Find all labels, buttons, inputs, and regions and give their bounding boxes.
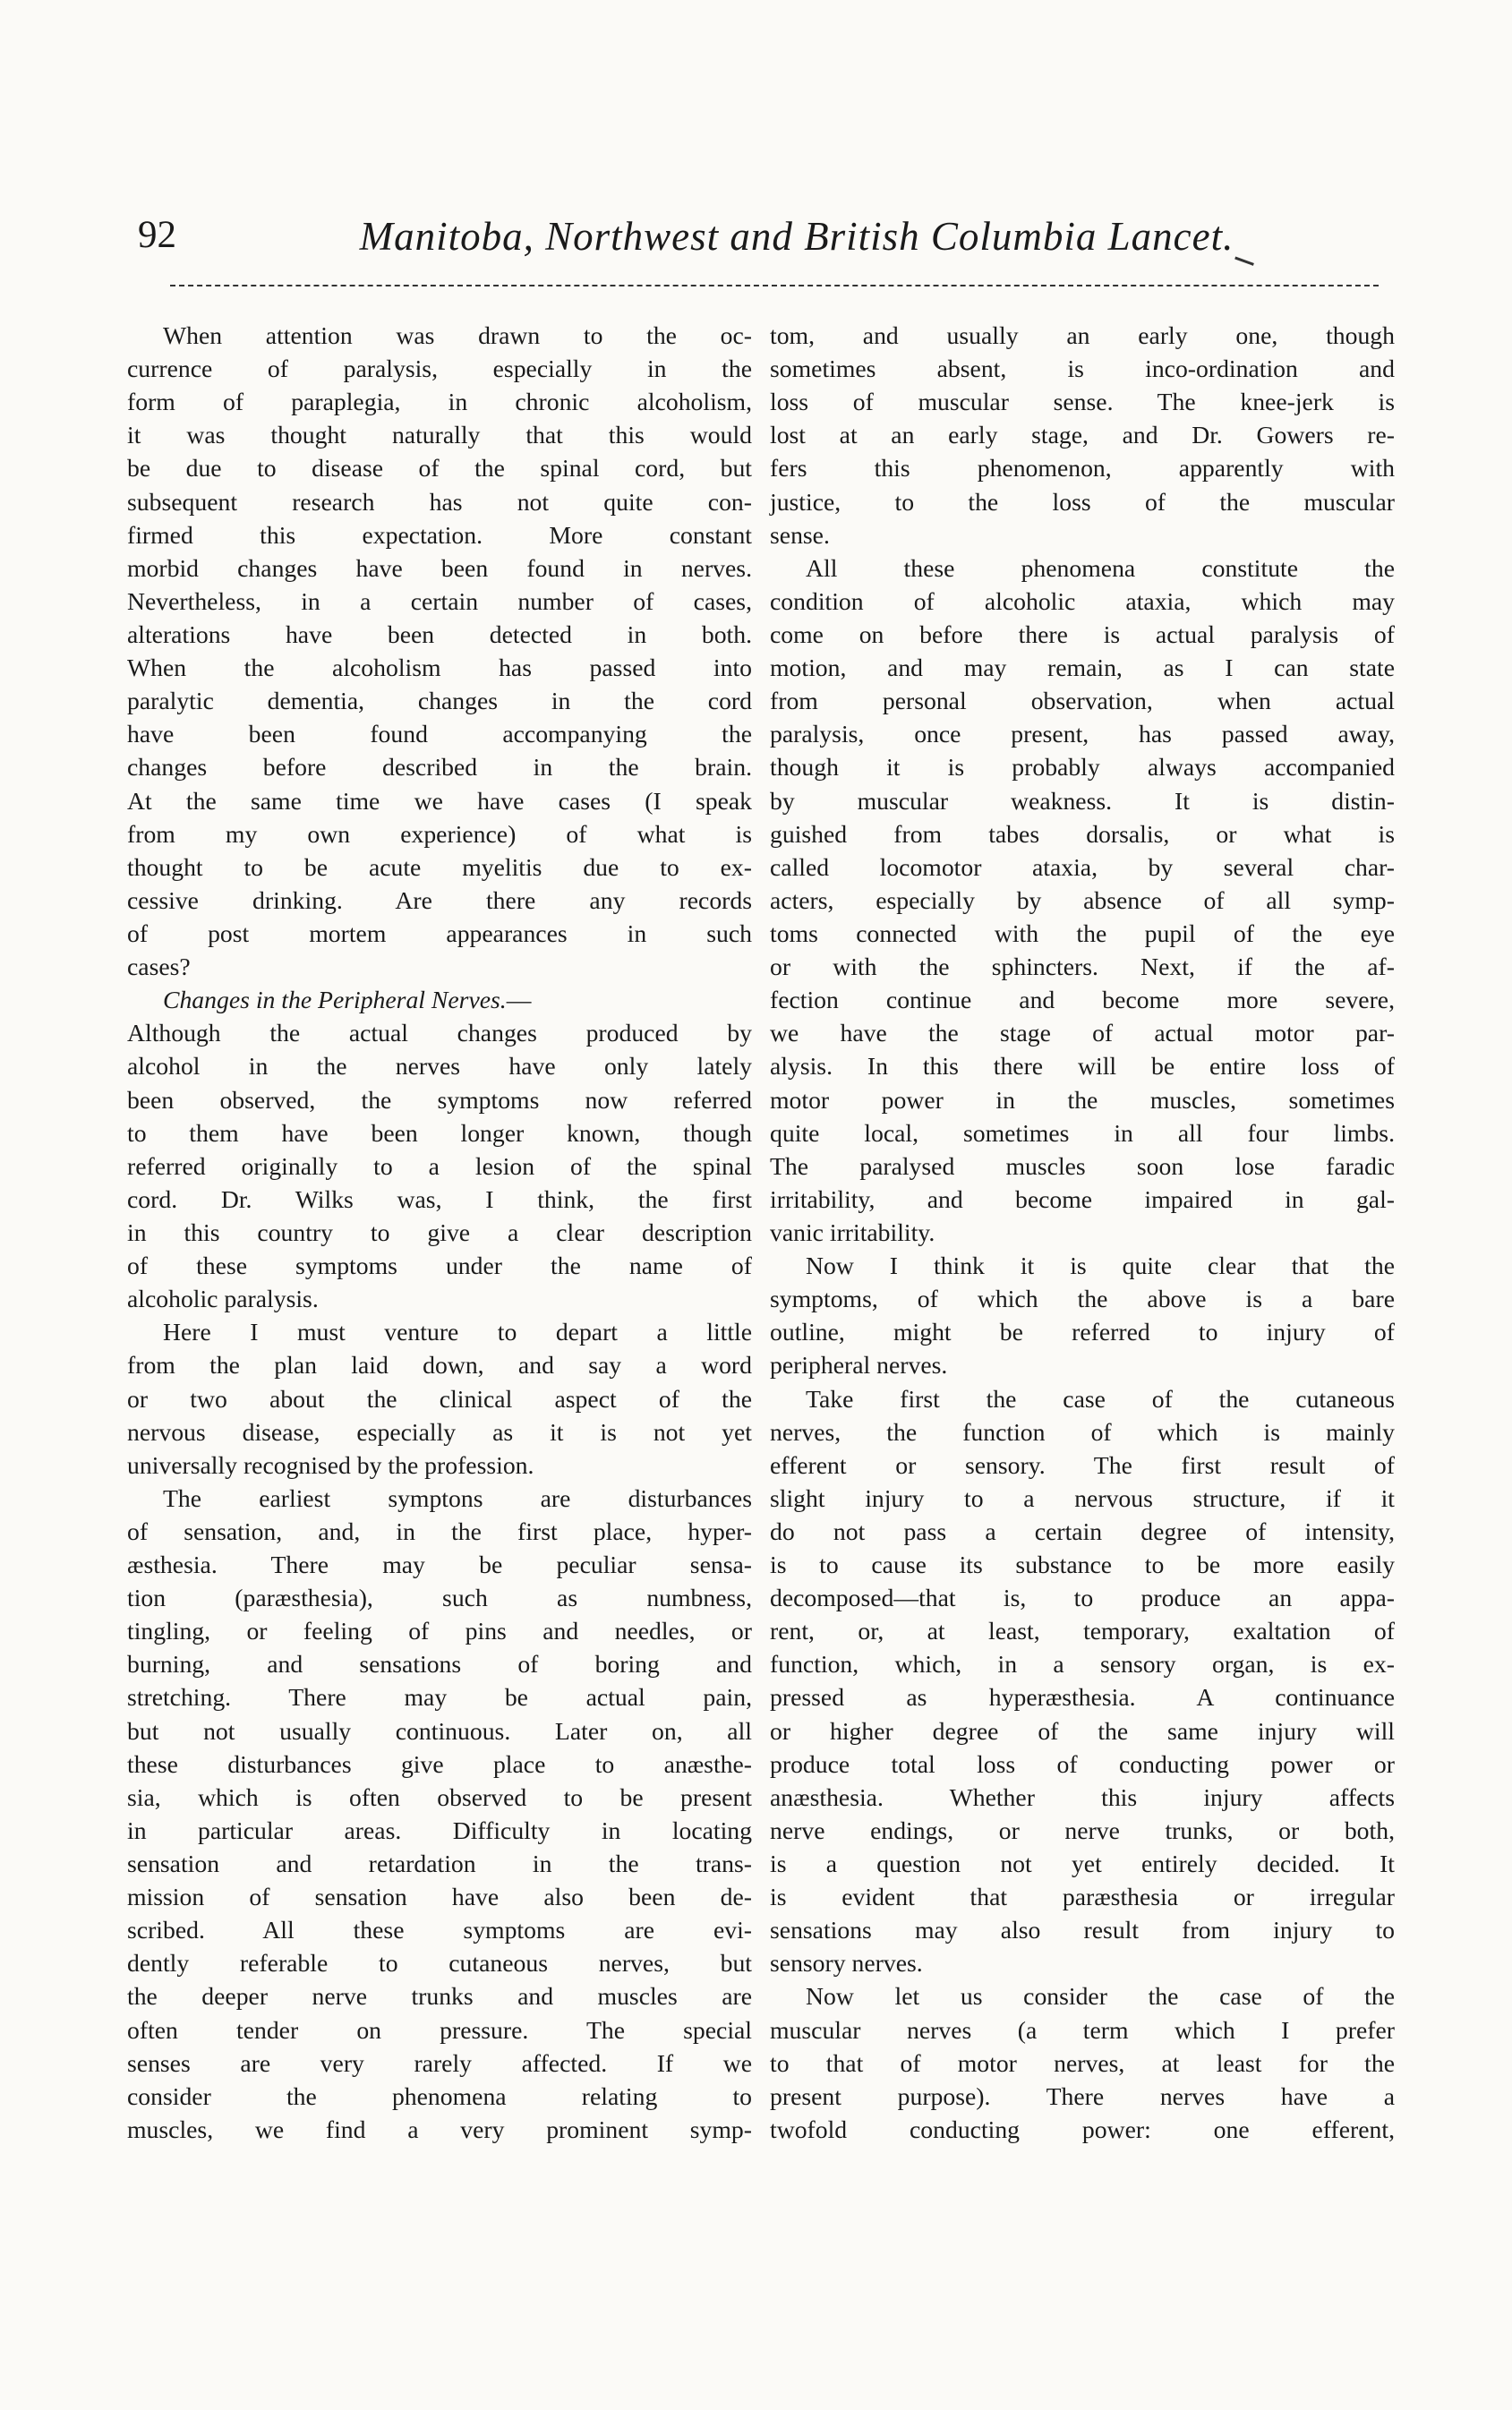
text-line: called locomotor ataxia, by several char-	[770, 852, 1395, 881]
text-line: When the alcoholism has passed into	[127, 654, 752, 682]
text-line: senses are very rarely affected. If we	[127, 2048, 752, 2077]
text-line: anæsthesia. Whether this injury affects	[770, 1782, 1395, 1811]
text-line: often tender on pressure. The special	[127, 2015, 752, 2044]
text-line: be due to disease of the spinal cord, but	[127, 454, 752, 483]
page-header	[125, 213, 1397, 267]
text-line: tom, and usually an early one, though	[770, 321, 1395, 349]
text-line: irritability, and become impaired in gal-	[770, 1184, 1395, 1213]
text-line: scribed. All these symptoms are evi-	[127, 1916, 752, 1944]
text-line: vanic irritability.	[770, 1218, 935, 1246]
text-line: nerve endings, or nerve trunks, or both,	[770, 1816, 1395, 1844]
text-line: condition of alcoholic ataxia, which may	[770, 586, 1395, 615]
text-line: currence of paralysis, especially in the	[127, 355, 752, 383]
text-line: burning, and sensations of boring and	[127, 1650, 752, 1679]
text-line: of post mortem appearances in such	[127, 919, 752, 947]
text-line: The earliest symptons are disturbances	[163, 1483, 752, 1512]
text-line: Nevertheless, in a certain number of cases,	[127, 586, 752, 615]
text-line: in this country to give a clear description	[127, 1218, 752, 1246]
text-line: decomposed—that is, to produce an appa-	[770, 1584, 1395, 1612]
text-line: the deeper nerve trunks and muscles are	[127, 1982, 752, 2011]
text-line: come on before there is actual paralysis of	[770, 620, 1395, 648]
text-line: from my own experience) of what is	[127, 819, 752, 848]
text-line: of sensation, and, in the first place, hyper-	[127, 1517, 752, 1545]
page-number: 92	[138, 214, 176, 256]
text-line: form of paraplegia, in chronic alcoholism,	[127, 388, 752, 416]
text-line: to them have been longer known, though	[127, 1118, 752, 1147]
text-line: of these symptoms under the name of	[127, 1252, 752, 1280]
text-line: cessive drinking. Are there any records	[127, 885, 752, 914]
text-line: subsequent research has not quite con-	[127, 487, 752, 516]
text-line: Take first the case of the cutaneous	[806, 1384, 1395, 1413]
text-line: justice, to the loss of the muscular	[770, 487, 1395, 516]
text-line: æsthesia. There may be peculiar sensa-	[127, 1551, 752, 1579]
text-line: fers this phenomenon, apparently with	[770, 454, 1395, 483]
text-line: muscles, we find a very prominent symp-	[127, 2115, 752, 2143]
text-line: alcoholic paralysis.	[127, 1285, 319, 1313]
text-line: cases?	[127, 953, 191, 981]
text-line: alcohol in the nerves have only lately	[127, 1052, 752, 1081]
text-line: or with the sphincters. Next, if the af-	[770, 953, 1395, 981]
text-line: to that of motor nerves, at least for the	[770, 2048, 1395, 2077]
text-line: efferent or sensory. The first result of	[770, 1450, 1395, 1479]
text-line: symptoms, of which the above is a bare	[770, 1285, 1395, 1313]
text-line: Now I think it is quite clear that the	[806, 1252, 1395, 1280]
text-line: is a question not yet entirely decided. It	[770, 1850, 1395, 1878]
text-line: rent, or, at least, temporary, exaltation of	[770, 1617, 1395, 1645]
text-line: nerves, the function of which is mainly	[770, 1417, 1395, 1446]
text-line: At the same time we have cases (I speak	[127, 786, 752, 815]
text-line: paralytic dementia, changes in the cord	[127, 687, 752, 715]
text-line: sensory nerves.	[770, 1949, 923, 1978]
text-line: outline, might be referred to injury of	[770, 1318, 1395, 1346]
left-column	[127, 319, 752, 2146]
text-line: thought to be acute myelitis due to ex-	[127, 852, 752, 881]
text-line: have been found accompanying the	[127, 720, 752, 748]
text-line: Here I must venture to depart a little	[163, 1318, 752, 1346]
text-line: sensation and retardation in the trans-	[127, 1850, 752, 1878]
text-line: sometimes absent, is inco-ordination and	[770, 355, 1395, 383]
text-line: or two about the clinical aspect of the	[127, 1384, 752, 1413]
text-line: muscular nerves (a term which I prefer	[770, 2015, 1395, 2044]
text-line: loss of muscular sense. The knee-jerk is	[770, 388, 1395, 416]
text-line: morbid changes have been found in nerves.	[127, 553, 752, 582]
header-rule	[170, 285, 1379, 286]
text-line: slight injury to a nervous structure, if it	[770, 1483, 1395, 1512]
text-line: quite local, sometimes in all four limbs.	[770, 1118, 1395, 1147]
text-line: these disturbances give place to anæsthe-	[127, 1749, 752, 1778]
text-line: been observed, the symptoms now referred	[127, 1085, 752, 1114]
text-line: though it is probably always accompanied	[770, 753, 1395, 782]
text-line: The paralysed muscles soon lose faradic	[770, 1151, 1395, 1180]
text-line: dently referable to cutaneous nerves, but	[127, 1949, 752, 1978]
text-line: All these phenomena constitute the	[806, 553, 1395, 582]
text-line: tingling, or feeling of pins and needles, or	[127, 1617, 752, 1645]
section-heading: Changes in the Peripheral Nerves.	[163, 986, 507, 1014]
text-line: referred originally to a lesion of the spinal	[127, 1151, 752, 1180]
text-line: cord. Dr. Wilks was, I think, the first	[127, 1184, 752, 1213]
text-line: tion (paræsthesia), such as numbness,	[127, 1584, 752, 1612]
text-line: paralysis, once present, has passed away,	[770, 720, 1395, 748]
text-line: peripheral nerves.	[770, 1351, 948, 1380]
text-line: is evident that paræsthesia or irregular	[770, 1883, 1395, 1911]
text-line: motion, and may remain, as I can state	[770, 654, 1395, 682]
text-line: sense.	[770, 520, 830, 549]
text-line: pressed as hyperæsthesia. A continuance	[770, 1683, 1395, 1712]
text-line: When attention was drawn to the oc-	[163, 321, 752, 349]
text-line: Now let us consider the case of the	[806, 1982, 1395, 2011]
right-column	[770, 319, 1395, 2146]
text-line: nervous disease, especially as it is not yet	[127, 1417, 752, 1446]
text-line: alterations have been detected in both.	[127, 620, 752, 648]
text-line: but not usually continuous. Later on, all	[127, 1716, 752, 1745]
text-line: we have the stage of actual motor par-	[770, 1019, 1395, 1047]
text-line: universally recognised by the profession.	[127, 1450, 534, 1479]
text-line: from personal observation, when actual	[770, 687, 1395, 715]
text-line: from the plan laid down, and say a word	[127, 1351, 752, 1380]
text-line: by muscular weakness. It is distin-	[770, 786, 1395, 815]
text-line: stretching. There may be actual pain,	[127, 1683, 752, 1712]
text-line: sensations may also result from injury to	[770, 1916, 1395, 1944]
text-line: sia, which is often observed to be present	[127, 1782, 752, 1811]
text-line: in particular areas. Difficulty in locating	[127, 1816, 752, 1844]
text-line: produce total loss of conducting power or	[770, 1749, 1395, 1778]
text-line: toms connected with the pupil of the eye	[770, 919, 1395, 947]
text-line: Although the actual changes produced by	[127, 1019, 752, 1047]
text-line: present purpose). There nerves have a	[770, 2081, 1395, 2110]
text-line: fection continue and become more severe,	[770, 986, 1395, 1014]
text-line: acters, especially by absence of all symp-	[770, 885, 1395, 914]
text-line: consider the phenomena relating to	[127, 2081, 752, 2110]
text-line: firmed this expectation. More constant	[127, 520, 752, 549]
text-line: motor power in the muscles, sometimes	[770, 1085, 1395, 1114]
text-line: it was thought naturally that this would	[127, 421, 752, 449]
text-line: or higher degree of the same injury will	[770, 1716, 1395, 1745]
text-line: Changes in the Peripheral Nerves.—	[163, 986, 532, 1014]
text-line: function, which, in a sensory organ, is ex-	[770, 1650, 1395, 1679]
text-line: guished from tabes dorsalis, or what is	[770, 819, 1395, 848]
text-line: alysis. In this there will be entire loss of	[770, 1052, 1395, 1081]
text-line: mission of sensation have also been de-	[127, 1883, 752, 1911]
text-line: is to cause its substance to be more easily	[770, 1551, 1395, 1579]
text-line: changes before described in the brain.	[127, 753, 752, 782]
text-line: do not pass a certain degree of intensity,	[770, 1517, 1395, 1545]
text-line: twofold conducting power: one efferent,	[770, 2115, 1395, 2143]
running-title: Manitoba, Northwest and British Columbia Lancet.	[359, 214, 1234, 259]
text-line: lost at an early stage, and Dr. Gowers re-	[770, 421, 1395, 449]
